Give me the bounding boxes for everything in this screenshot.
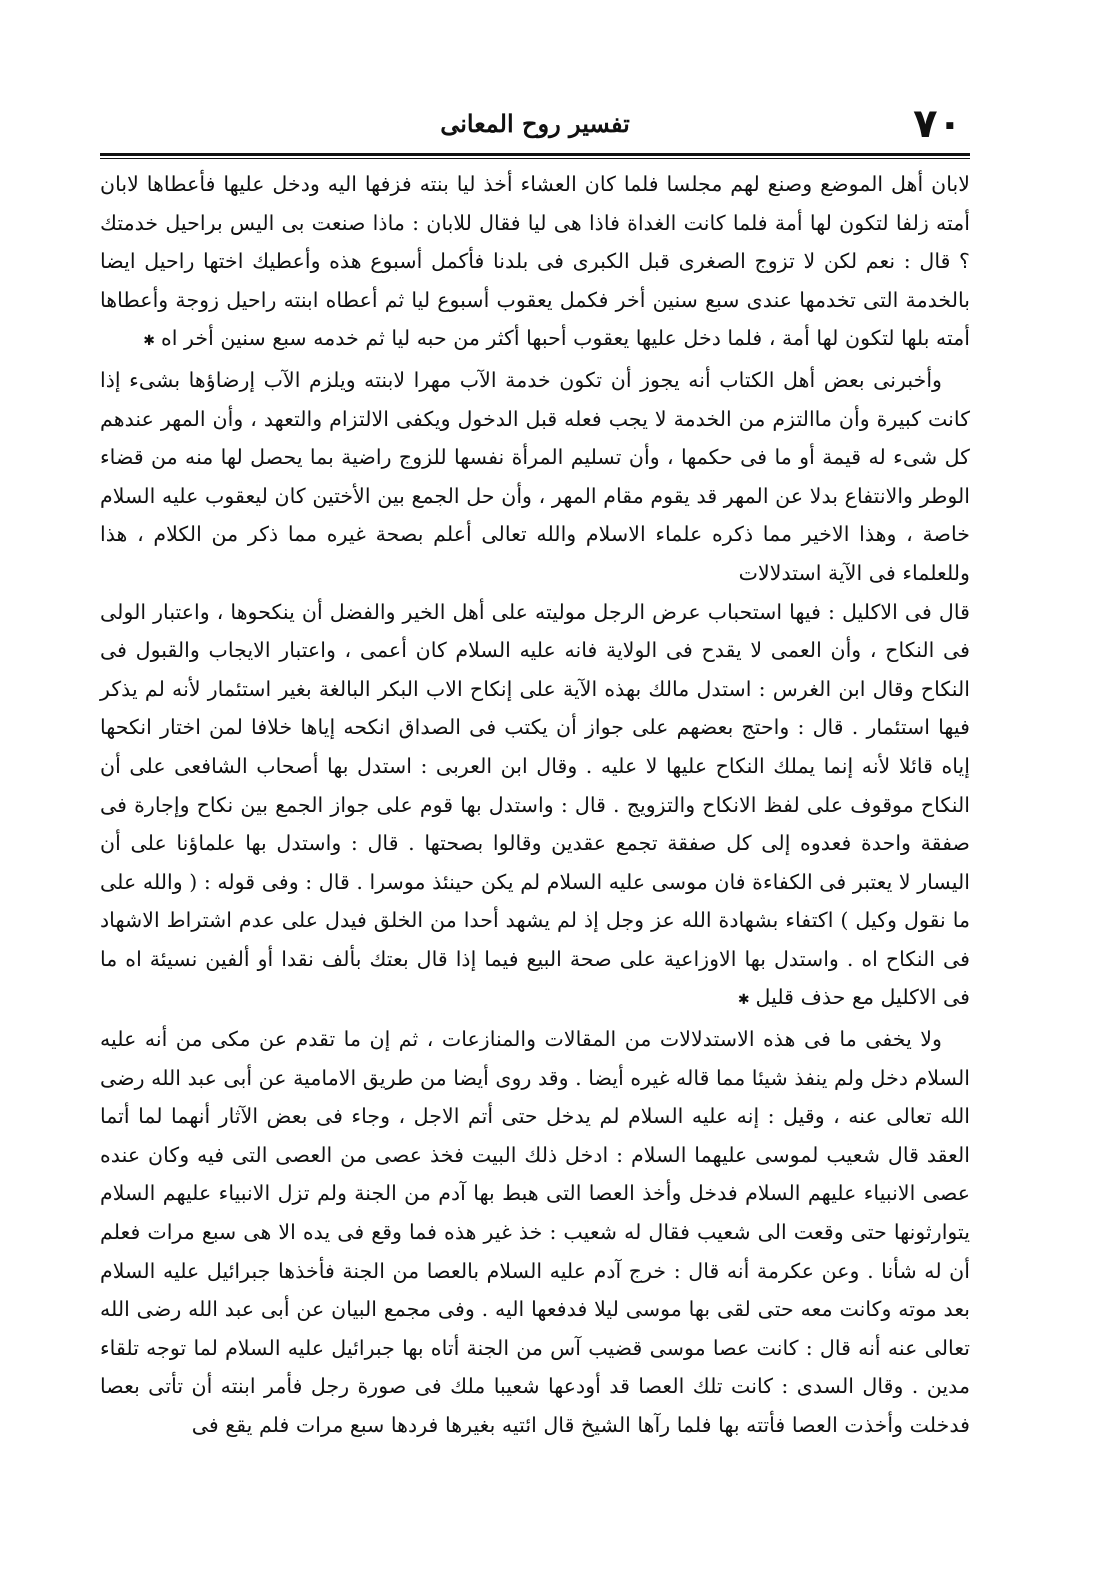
section-end-mark: ✱ (143, 333, 155, 350)
paragraph (100, 361, 970, 593)
paragraph-text: قال فى الاكليل : فيها استحباب عرض الرجل موليته على أهل الخير والفضل أن ينكحوها ، واعتبار الولى فى النكاح ، وأن العمى لا يقدح فى الولاية فانه عليه السلام كان أعمى ، واعتبار الايجاب والقبول فى النكاح وقال ابن الغرس : استدل مالك بهذه الآية على إنكاح الاب البكر البالغة بغير استئمار لأنه لم يذكر فيها استئمار . قال : واحتج بعضهم على جواز أن يكتب فى الصداق انكحه إياها خلافا لمن اختار انكحها إياه قائلا لأنه إنما يملك النكاح عليها لا عليه . وقال ابن العربى : استدل بها أصحاب الشافعى على أن النكاح موقوف على لفظ الانكاح والتزويج . قال : واستدل بها قوم على جواز الجمع بين نكاح وإجارة فى صفقة واحدة فعدوه إلى كل صفقة تجمع عقدين وقالوا بصحتها . قال : واستدل بها علماؤنا على أن اليسار لا يعتبر فى الكفاءة فان موسى عليه السلام لم يكن حينئذ موسرا . قال : وفى قوله : ( والله على ما نقول وكيل ) اكتفاء بشهادة الله عز وجل إذ لم يشهد أحدا من الخلق فيدل على عدم اشتراط الاشهاد فى النكاح اه . واستدل بها الاوزاعية على صحة البيع فيما إذا قال بعتك بألف نقدا أو ألفين نسيئة اه ما فى الاكليل مع حذف قليل (100, 599, 970, 1010)
book-page (100, 95, 970, 1495)
paragraph-text: وأخبرنى بعض أهل الكتاب أنه يجوز أن تكون خدمة الآب مهرا لابنته ويلزم الآب إرضاؤها بشىء إذا كانت كبيرة وأن ماالتزم من الخدمة لا يجب فعله قبل الدخول ويكفى الالتزام والتعهد ، وأن المهر عندهم كل شىء له قيمة أو ما فى حكمها ، وأن تسليم المرأة نفسها للزوج راضية بما يحصل لها منه من قضاء الوطر والانتفاع بدلا عن المهر قد يقوم مقام المهر ، وأن حل الجمع بين الأختين كان ليعقوب عليه السلام خاصة ، وهذا الاخير مما ذكره علماء الاسلام والله تعالى أعلم بصحة غيره مما ذكر من الكلام ، هذا وللعلماء فى الآية استدلالات (100, 367, 970, 585)
paragraph (100, 1020, 970, 1445)
page-number: ٧٠ (913, 101, 962, 147)
paragraph-text: لابان أهل الموضع وصنع لهم مجلسا فلما كان العشاء أخذ ليا بنته فزفها اليه ودخل عليها فأعطاها لابان أمته زلفا لتكون لها أمة فلما كانت الغداة فاذا هى ليا فقال للابان : ماذا صنعت بى اليس براحيل خدمتك ؟ قال : نعم لكن لا تزوج الصغرى قبل الكبرى فى بلدنا فأكمل أسبوع هذه وأعطيك اختها راحيل ايضا بالخدمة التى تخدمها عندى سبع سنين أخر فكمل يعقوب أسبوع ليا ثم أعطاه ابنته راحيل زوجة وأعطاها أمته بلها لتكون لها أمة ، فلما دخل عليها يعقوب أحبها أكثر من حبه ليا ثم خدمه سبع سنين أخر اه (100, 172, 970, 351)
running-title: تفسير روح المعانى (440, 109, 630, 138)
section-end-mark: ✱ (737, 992, 750, 1009)
header-rule (100, 153, 970, 156)
page-body (100, 165, 970, 1445)
page-header (100, 95, 970, 157)
paragraph (100, 165, 970, 361)
header-rule-thin (100, 158, 970, 159)
paragraph (100, 593, 970, 1021)
paragraph-text: ولا يخفى ما فى هذه الاستدلالات من المقالات والمنازعات ، ثم إن ما تقدم عن مكى من أنه عليه السلام دخل ولم ينفذ شيئا مما قاله غيره أيضا . وقد روى أيضا من طريق الامامية عن أبى عبد الله رضى الله تعالى عنه ، وقيل : إنه عليه السلام لم يدخل حتى أتم الاجل ، وجاء فى بعض الآثار أنهما لما أتما العقد قال شعيب لموسى عليهما السلام : ادخل ذلك البيت فخذ عصى من العصى التى فيه وكان عنده عصى الانبياء عليهم السلام فدخل وأخذ العصا التى هبط بها آدم من الجنة ولم تزل الانبياء عليهم السلام يتوارثونها حتى وقعت الى شعيب فقال له شعيب : خذ غير هذه فما وقع فى يده الا هى سبع مرات فعلم أن له شأنا . وعن عكرمة أنه قال : خرج آدم عليه السلام بالعصا من الجنة فأخذها جبرائيل عليه السلام بعد موته وكانت معه حتى لقى بها موسى ليلا فدفعها اليه . وفى مجمع البيان عن أبى عبد الله رضى الله تعالى عنه أنه قال : كانت عصا موسى قضيب آس من الجنة أتاه بها جبرائيل عليه السلام لما توجه تلقاء مدين . وقال السدى : كانت تلك العصا قد أودعها شعيبا ملك فى صورة رجل فأمر ابنته أن تأتى بعصا فدخلت وأخذت العصا فأتته بها فلما رآها الشيخ قال ائتيه بغيرها فردها سبع مرات فلم يقع فى (100, 1027, 970, 1437)
